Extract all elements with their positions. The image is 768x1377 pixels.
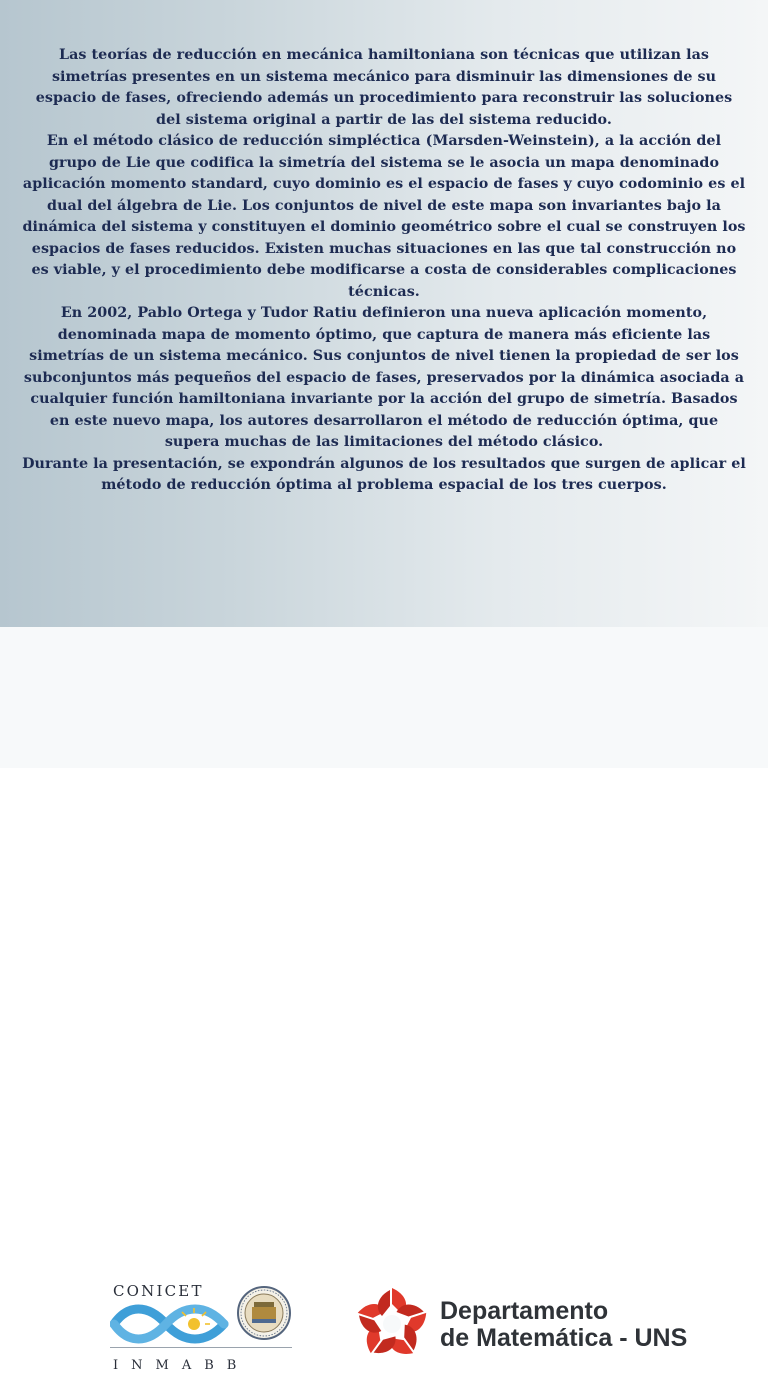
inmabb-label: INMABB bbox=[113, 1358, 250, 1373]
logo-divider bbox=[110, 1347, 292, 1348]
uns-department-logo bbox=[352, 1284, 692, 1364]
logo-footer bbox=[0, 627, 768, 1373]
conicet-label: CONICET bbox=[113, 1282, 204, 1300]
paragraph-intro: Las teorías de reducción en mecánica hamiltoniana son técnicas que utilizan las simetrías presentes en un sistema mecánico para disminuir las dimensiones de su espacio de fases, ofreciendo además un procedimiento para reconstruir las soluciones del sistema original a partir de las del sistema reducido. bbox=[35, 47, 733, 128]
inmabb-seal-icon bbox=[236, 1285, 292, 1341]
paragraph-classic-method: En el método clásico de reducción simpléctica (Marsden-Weinstein), a la acción del grupo de Lie que codifica la simetría del sistema se le asocia un mapa denominado aplicación momento standard, cuyo dominio es el espacio de fases y cuyo codominio es el dual del álgebra de Lie. Los conjuntos de nivel de este mapa son invariantes bajo la dinámica del sistema y constituyen el dominio geométrico sobre el cual se construyen los espacios de fases reducidos. Existen muchas situaciones en las que tal construcción no es viable, y el procedimiento debe modificarse a costa de considerables complicaciones técnicas. bbox=[22, 133, 746, 300]
conicet-inmabb-logo bbox=[108, 1282, 298, 1377]
uns-logo-icon bbox=[352, 1284, 432, 1364]
abstract-text bbox=[22, 45, 746, 497]
paragraph-optimal-momentum: En 2002, Pablo Ortega y Tudor Ratiu definieron una nueva aplicación momento, denominada mapa de momento óptimo, que captura de manera más eficiente las simetrías de un sistema mecánico. Sus conjuntos de nivel tienen la propiedad de ser los subconjuntos más pequeños del espacio de fases, preservados por la dinámica asociada a cualquier función hamiltoniana invariante por la acción del grupo de simetría. Basados en este nuevo mapa, los autores desarrollaron el método de reducción óptima, que supera muchas de las limitaciones del método clásico. bbox=[23, 305, 745, 450]
department-name-line1: Departamento bbox=[440, 1297, 609, 1325]
conicet-logo-icon bbox=[110, 1302, 230, 1346]
abstract-panel bbox=[0, 0, 768, 627]
department-name-line2: de Matemática - UNS bbox=[440, 1324, 688, 1352]
paragraph-presentation: Durante la presentación, se expondrán algunos de los resultados que surgen de aplicar el método de reducción óptima al problema espacial de los tres cuerpos. bbox=[22, 455, 746, 493]
